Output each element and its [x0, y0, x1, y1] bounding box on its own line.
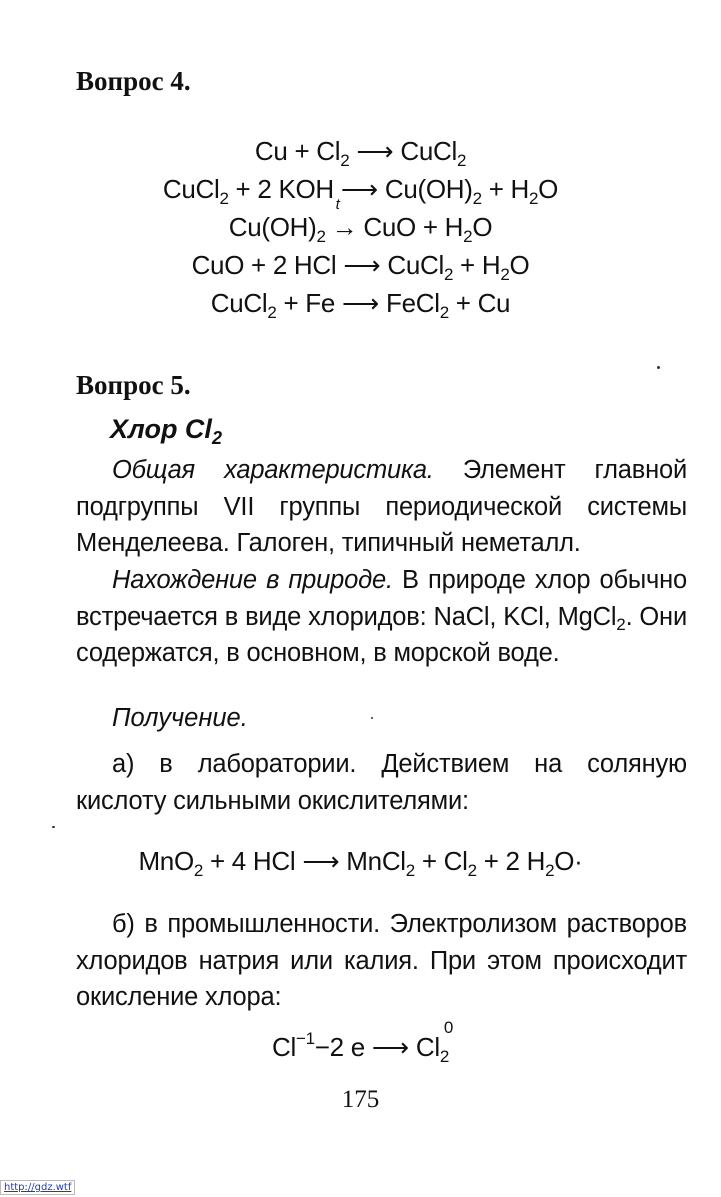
equation-4: CuO + 2 HCl ⟶ CuCl$_2$ + $H_2O$ — [191, 250, 530, 284]
equation-2: CuCl$_2$ + 2 KOH ⟶ $Cu(OH)_2 + H_2O$ — [162, 174, 559, 208]
equation-7: $Cl^{-1}-2$ e ⟶ Cl 0 $_2$ — [272, 1018, 454, 1066]
question-4-heading: Вопрос 4. — [76, 66, 191, 96]
paragraph-lab: а) в лаборатории. Действием на соляную кислоту сильными окислителями: — [76, 750, 687, 815]
chlorine-title: Хлор $Cl_2$ — [110, 414, 222, 448]
obtaining-label: Получение. — [112, 704, 248, 732]
question-5-heading: Вопрос 5. — [76, 370, 191, 400]
paragraph-nature: Нахождение в природе. В природе хлор обычно встречается в виде хлоридов: NaCl, KCl, MgCl$_2$. Они содержатся, в основном, в морской воде. — [76, 566, 687, 667]
paragraph-industry: б) в промышленности. Электролизом растворов хлоридов натрия или калия. При этом происходит окисление хлора: — [76, 910, 687, 1011]
equation-1: $Cu + Cl_2$ ⟶ CuCl$_2$ — [254, 136, 467, 170]
equation-3: $Cu(OH)_2$ t → CuO + $H_2O$ — [228, 196, 493, 246]
heat-arrow: t → — [331, 196, 358, 242]
equation-5: CuCl$_2$ + Fe ⟶ FeCl$_2$ + Cu — [210, 288, 511, 322]
scan-speck — [52, 826, 55, 828]
paragraph-general: Общая характеристика. Элемент главной подгруппы VII группы периодической системы Менделеева. Галоген, типичный неметалл. — [76, 456, 688, 557]
site-watermark-link[interactable]: http://gdz.wtf — [0, 1180, 75, 1195]
scan-speck — [657, 366, 660, 369]
page-number: 175 — [341, 1086, 380, 1113]
equation-6: MnO$_2$ + 4 HCl ⟶ MnCl$_2$ + $Cl_2 + 2$ $H_2O\cdot$ — [138, 846, 583, 880]
scan-speck — [371, 717, 373, 719]
